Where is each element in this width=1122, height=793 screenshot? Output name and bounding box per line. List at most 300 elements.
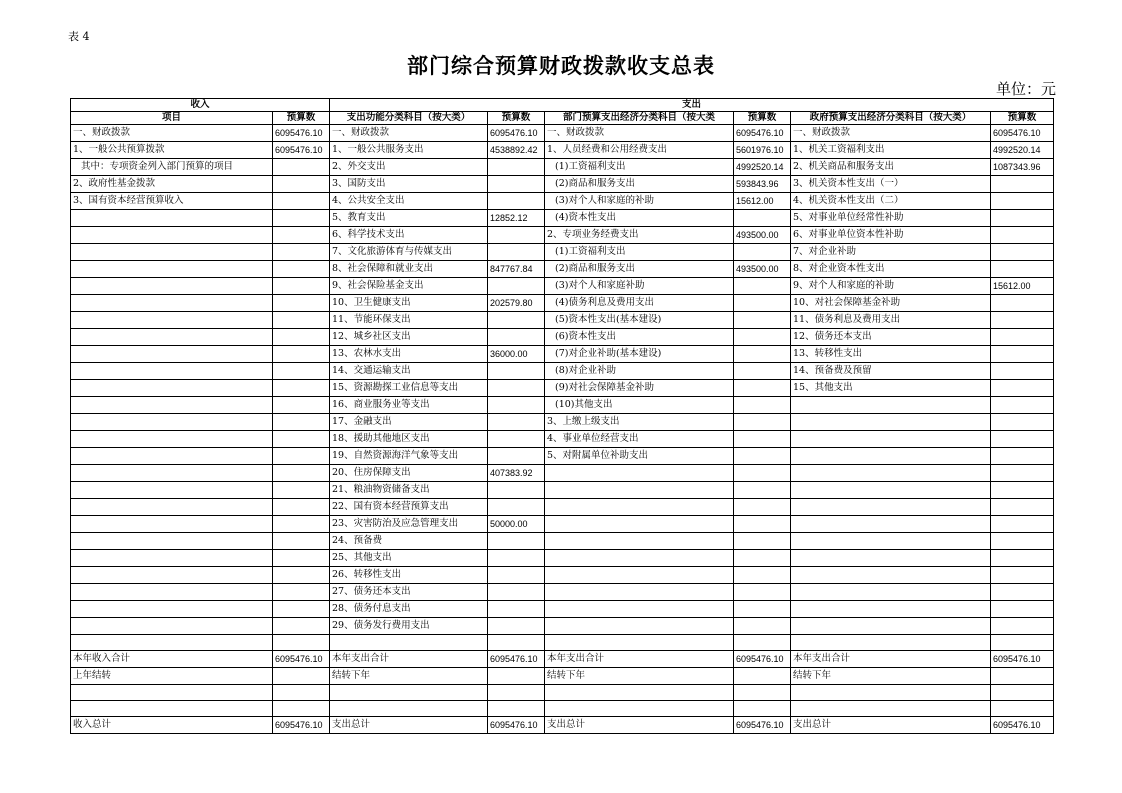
amount-cell: 6095476.10: [734, 651, 791, 668]
amount-cell: [488, 601, 545, 618]
label-cell: 28、债务付息支出: [330, 601, 488, 618]
amount-cell: [273, 550, 330, 567]
amount-cell: 493500.00: [734, 227, 791, 244]
label-cell: [71, 567, 273, 584]
amount-cell: [991, 516, 1054, 533]
amount-cell: [991, 482, 1054, 499]
label-cell: 23、灾害防治及应急管理支出: [330, 516, 488, 533]
label-cell: 3、国防支出: [330, 176, 488, 193]
amount-cell: [734, 516, 791, 533]
label-cell: 14、预备费及预留: [791, 363, 991, 380]
label-cell: 1、一般公共服务支出: [330, 142, 488, 159]
amount-cell: [991, 380, 1054, 397]
label-cell: 3、国有资本经营预算收入: [71, 193, 273, 210]
amount-cell: 12852.12: [488, 210, 545, 227]
amount-cell: [991, 584, 1054, 601]
label-cell: [71, 414, 273, 431]
table-row: [71, 482, 1054, 499]
label-cell: [71, 635, 273, 651]
label-cell: [71, 584, 273, 601]
table-row: [71, 431, 1054, 448]
label-cell: 8、对企业资本性支出: [791, 261, 991, 278]
label-cell: 1、一般公共预算拨款: [71, 142, 273, 159]
label-cell: [791, 499, 991, 516]
label-cell: (3)对个人和家庭的补助: [545, 193, 734, 210]
label-cell: (2)商品和服务支出: [545, 261, 734, 278]
label-cell: 9、对个人和家庭的补助: [791, 278, 991, 295]
amount-cell: [734, 601, 791, 618]
table-row: [71, 448, 1054, 465]
label-cell: [71, 210, 273, 227]
label-cell: [71, 329, 273, 346]
label-cell: [791, 685, 991, 701]
label-cell: 结转下年: [791, 668, 991, 685]
label-cell: (7)对企业补助(基本建设): [545, 346, 734, 363]
label-cell: 1、人员经费和公用经费支出: [545, 142, 734, 159]
label-cell: 15、其他支出: [791, 380, 991, 397]
amount-cell: [488, 448, 545, 465]
amount-cell: [488, 363, 545, 380]
label-cell: 11、节能环保支出: [330, 312, 488, 329]
amount-cell: [488, 431, 545, 448]
label-cell: [791, 414, 991, 431]
amount-cell: [273, 380, 330, 397]
amount-cell: [273, 499, 330, 516]
label-cell: 4、机关资本性支出（二）: [791, 193, 991, 210]
amount-cell: [734, 431, 791, 448]
label-cell: 24、预备费: [330, 533, 488, 550]
label-cell: [71, 363, 273, 380]
amount-cell: [734, 550, 791, 567]
table-row: [71, 261, 1054, 278]
label-cell: [545, 533, 734, 550]
amount-cell: [734, 414, 791, 431]
label-cell: [791, 567, 991, 584]
label-cell: 本年支出合计: [791, 651, 991, 668]
label-cell: 一、财政拨款: [330, 125, 488, 142]
page-title: 部门综合预算财政拨款收支总表: [407, 53, 715, 78]
label-cell: [791, 601, 991, 618]
amount-cell: [991, 465, 1054, 482]
table-row: [71, 601, 1054, 618]
amount-cell: [991, 261, 1054, 278]
year-total-row: [71, 651, 1054, 668]
table-row: [71, 516, 1054, 533]
table-row: [71, 125, 1054, 142]
amount-cell: [273, 261, 330, 278]
budget-header: 预算数: [488, 112, 545, 125]
amount-cell: [273, 159, 330, 176]
budget-header: 预算数: [991, 112, 1054, 125]
amount-cell: [991, 414, 1054, 431]
amount-cell: [488, 244, 545, 261]
amount-cell: [734, 533, 791, 550]
label-cell: [71, 482, 273, 499]
budget-summary-table: [70, 98, 1054, 734]
label-cell: [71, 295, 273, 312]
label-cell: (2)商品和服务支出: [545, 176, 734, 193]
table-row: [71, 584, 1054, 601]
amount-cell: [273, 414, 330, 431]
label-cell: 2、专项业务经费支出: [545, 227, 734, 244]
amount-cell: [734, 499, 791, 516]
label-cell: 26、转移性支出: [330, 567, 488, 584]
amount-cell: [734, 584, 791, 601]
label-cell: (10)其他支出: [545, 397, 734, 414]
amount-cell: [991, 431, 1054, 448]
label-cell: [545, 601, 734, 618]
grand-total-row: [71, 717, 1054, 734]
label-cell: 13、转移性支出: [791, 346, 991, 363]
amount-cell: [488, 482, 545, 499]
amount-cell: [273, 244, 330, 261]
label-cell: [545, 482, 734, 499]
amount-cell: [273, 397, 330, 414]
label-cell: [545, 550, 734, 567]
label-cell: [71, 312, 273, 329]
amount-cell: 4992520.14: [991, 142, 1054, 159]
amount-cell: [273, 567, 330, 584]
label-cell: 12、债务还本支出: [791, 329, 991, 346]
label-cell: [71, 278, 273, 295]
amount-cell: 5601976.10: [734, 142, 791, 159]
label-cell: [71, 550, 273, 567]
label-cell: (1)工资福利支出: [545, 244, 734, 261]
amount-cell: [991, 668, 1054, 685]
amount-cell: [488, 159, 545, 176]
amount-cell: [273, 210, 330, 227]
label-cell: [791, 618, 991, 635]
label-cell: 本年支出合计: [545, 651, 734, 668]
amount-cell: [991, 618, 1054, 635]
amount-cell: [273, 278, 330, 295]
label-cell: 5、教育支出: [330, 210, 488, 227]
amount-cell: [991, 193, 1054, 210]
table-row: [71, 295, 1054, 312]
label-cell: 6、科学技术支出: [330, 227, 488, 244]
amount-cell: 6095476.10: [991, 125, 1054, 142]
amount-cell: [991, 550, 1054, 567]
table-row: [71, 363, 1054, 380]
label-cell: 17、金融支出: [330, 414, 488, 431]
label-cell: 支出总计: [791, 717, 991, 734]
label-cell: [71, 227, 273, 244]
amount-cell: [991, 227, 1054, 244]
label-cell: 19、自然资源海洋气象等支出: [330, 448, 488, 465]
amount-cell: [734, 363, 791, 380]
label-cell: 9、社会保险基金支出: [330, 278, 488, 295]
label-cell: [545, 499, 734, 516]
amount-cell: [273, 346, 330, 363]
amount-cell: [488, 414, 545, 431]
label-cell: 支出总计: [545, 717, 734, 734]
unit-label: 单位：元: [995, 80, 1056, 98]
amount-cell: [734, 346, 791, 363]
label-cell: [545, 567, 734, 584]
label-cell: 1、机关工资福利支出: [791, 142, 991, 159]
amount-cell: [991, 397, 1054, 414]
amount-cell: [734, 635, 791, 651]
label-cell: 12、城乡社区支出: [330, 329, 488, 346]
amount-cell: [488, 193, 545, 210]
spacer-row: [71, 685, 1054, 701]
label-cell: 14、交通运输支出: [330, 363, 488, 380]
amount-cell: [273, 363, 330, 380]
amount-cell: [734, 312, 791, 329]
amount-cell: [991, 567, 1054, 584]
label-cell: 21、粮油物资储备支出: [330, 482, 488, 499]
table-row: [71, 210, 1054, 227]
spacer-row: [71, 701, 1054, 717]
label-cell: [791, 550, 991, 567]
amount-cell: 493500.00: [734, 261, 791, 278]
label-cell: 一、财政拨款: [545, 125, 734, 142]
amount-cell: [273, 193, 330, 210]
amount-cell: [273, 312, 330, 329]
label-cell: [791, 482, 991, 499]
label-cell: [791, 516, 991, 533]
amount-cell: [488, 227, 545, 244]
label-cell: 本年支出合计: [330, 651, 488, 668]
amount-cell: [991, 295, 1054, 312]
label-cell: (3)对个人和家庭补助: [545, 278, 734, 295]
table-row: [71, 397, 1054, 414]
label-cell: [330, 685, 488, 701]
amount-cell: [991, 329, 1054, 346]
amount-cell: [273, 533, 330, 550]
amount-cell: [734, 465, 791, 482]
label-cell: 5、对事业单位经常性补助: [791, 210, 991, 227]
amount-cell: [488, 312, 545, 329]
amount-cell: [734, 618, 791, 635]
label-cell: (4)资本性支出: [545, 210, 734, 227]
label-cell: 3、上缴上级支出: [545, 414, 734, 431]
label-cell: [791, 635, 991, 651]
label-cell: [71, 601, 273, 618]
label-cell: [545, 516, 734, 533]
item-header: 项目: [71, 112, 273, 125]
dept-econ-header: 部门预算支出经济分类科目（按大类: [545, 112, 734, 125]
label-cell: 11、债务利息及费用支出: [791, 312, 991, 329]
amount-cell: [488, 701, 545, 717]
label-cell: [545, 584, 734, 601]
label-cell: [71, 431, 273, 448]
amount-cell: [488, 550, 545, 567]
amount-cell: 6095476.10: [488, 717, 545, 734]
amount-cell: [991, 363, 1054, 380]
label-cell: 15、资源勘探工业信息等支出: [330, 380, 488, 397]
label-cell: 3、机关资本性支出（一）: [791, 176, 991, 193]
header-group-row: [71, 99, 1054, 112]
amount-cell: 4992520.14: [734, 159, 791, 176]
label-cell: [71, 261, 273, 278]
label-cell: [791, 448, 991, 465]
amount-cell: [991, 635, 1054, 651]
amount-cell: [991, 601, 1054, 618]
label-cell: 2、外交支出: [330, 159, 488, 176]
label-cell: 27、债务还本支出: [330, 584, 488, 601]
amount-cell: [273, 482, 330, 499]
amount-cell: 4538892.42: [488, 142, 545, 159]
amount-cell: [734, 210, 791, 227]
budget-header: 预算数: [273, 112, 330, 125]
amount-cell: [488, 618, 545, 635]
table-row: [71, 278, 1054, 295]
amount-cell: [991, 210, 1054, 227]
label-cell: 结转下年: [330, 668, 488, 685]
amount-cell: [991, 244, 1054, 261]
label-cell: 18、援助其他地区支出: [330, 431, 488, 448]
amount-cell: [734, 278, 791, 295]
amount-cell: [991, 533, 1054, 550]
label-cell: [71, 533, 273, 550]
label-cell: 4、事业单位经营支出: [545, 431, 734, 448]
table-row: [71, 533, 1054, 550]
label-cell: [71, 244, 273, 261]
label-cell: [71, 448, 273, 465]
func-class-header: 支出功能分类科目（按大类）: [330, 112, 488, 125]
amount-cell: [273, 701, 330, 717]
label-cell: 结转下年: [545, 668, 734, 685]
label-cell: [791, 584, 991, 601]
amount-cell: 36000.00: [488, 346, 545, 363]
amount-cell: 1087343.96: [991, 159, 1054, 176]
amount-cell: [273, 227, 330, 244]
label-cell: [545, 618, 734, 635]
amount-cell: [991, 685, 1054, 701]
label-cell: [71, 346, 273, 363]
amount-cell: 15612.00: [734, 193, 791, 210]
label-cell: 收入总计: [71, 717, 273, 734]
label-cell: 10、卫生健康支出: [330, 295, 488, 312]
amount-cell: 6095476.10: [273, 717, 330, 734]
label-cell: 支出总计: [330, 717, 488, 734]
table-row: [71, 499, 1054, 516]
amount-cell: [734, 567, 791, 584]
label-cell: [71, 701, 273, 717]
label-cell: [71, 618, 273, 635]
amount-cell: [273, 635, 330, 651]
amount-cell: [991, 312, 1054, 329]
label-cell: [791, 701, 991, 717]
label-cell: 25、其他支出: [330, 550, 488, 567]
amount-cell: [273, 295, 330, 312]
amount-cell: [273, 465, 330, 482]
amount-cell: 847767.84: [488, 261, 545, 278]
label-cell: 13、农林水支出: [330, 346, 488, 363]
amount-cell: [991, 701, 1054, 717]
amount-cell: [991, 176, 1054, 193]
label-cell: 16、商业服务业等支出: [330, 397, 488, 414]
label-cell: [71, 465, 273, 482]
amount-cell: [734, 380, 791, 397]
label-cell: (5)资本性支出(基本建设): [545, 312, 734, 329]
label-cell: (8)对企业补助: [545, 363, 734, 380]
amount-cell: 6095476.10: [991, 651, 1054, 668]
amount-cell: 50000.00: [488, 516, 545, 533]
amount-cell: [734, 685, 791, 701]
label-cell: [71, 397, 273, 414]
amount-cell: [488, 380, 545, 397]
amount-cell: [991, 499, 1054, 516]
label-cell: 5、对附属单位补助支出: [545, 448, 734, 465]
amount-cell: [273, 448, 330, 465]
amount-cell: [488, 635, 545, 651]
amount-cell: [488, 397, 545, 414]
table-row: [71, 380, 1054, 397]
label-cell: [545, 701, 734, 717]
amount-cell: [991, 346, 1054, 363]
amount-cell: [488, 329, 545, 346]
table-row: [71, 193, 1054, 210]
label-cell: [545, 635, 734, 651]
amount-cell: [273, 329, 330, 346]
gov-econ-header: 政府预算支出经济分类科目（按大类）: [791, 112, 991, 125]
label-cell: [71, 685, 273, 701]
amount-cell: [734, 329, 791, 346]
table-body: [71, 99, 1054, 734]
amount-cell: 6095476.10: [273, 125, 330, 142]
label-cell: 20、住房保障支出: [330, 465, 488, 482]
expense-group-header: 支出: [330, 99, 1054, 112]
table-row: [71, 346, 1054, 363]
amount-cell: 6095476.10: [991, 717, 1054, 734]
amount-cell: [488, 278, 545, 295]
label-cell: (4)债务利息及费用支出: [545, 295, 734, 312]
amount-cell: 6095476.10: [734, 717, 791, 734]
table-row: [71, 142, 1054, 159]
label-cell: 本年收入合计: [71, 651, 273, 668]
amount-cell: 6095476.10: [273, 142, 330, 159]
amount-cell: [734, 295, 791, 312]
label-cell: [71, 380, 273, 397]
amount-cell: [488, 176, 545, 193]
label-cell: [791, 465, 991, 482]
amount-cell: 407383.92: [488, 465, 545, 482]
amount-cell: [488, 685, 545, 701]
amount-cell: 6095476.10: [488, 125, 545, 142]
label-cell: 10、对社会保障基金补助: [791, 295, 991, 312]
spacer-row: [71, 635, 1054, 651]
amount-cell: [734, 244, 791, 261]
amount-cell: [273, 584, 330, 601]
amount-cell: [273, 685, 330, 701]
label-cell: [330, 701, 488, 717]
amount-cell: [273, 618, 330, 635]
amount-cell: [488, 584, 545, 601]
label-cell: [71, 499, 273, 516]
label-cell: [71, 516, 273, 533]
label-cell: [791, 431, 991, 448]
label-cell: (6)资本性支出: [545, 329, 734, 346]
amount-cell: [273, 176, 330, 193]
label-cell: (1)工资福利支出: [545, 159, 734, 176]
label-cell: 6、对事业单位资本性补助: [791, 227, 991, 244]
table-row: [71, 312, 1054, 329]
amount-cell: 15612.00: [991, 278, 1054, 295]
table-row: [71, 227, 1054, 244]
table-row: [71, 414, 1054, 431]
amount-cell: [734, 668, 791, 685]
amount-cell: [991, 448, 1054, 465]
header-column-row: [71, 112, 1054, 125]
amount-cell: [273, 431, 330, 448]
label-cell: 一、财政拨款: [71, 125, 273, 142]
amount-cell: [734, 482, 791, 499]
income-group-header: 收入: [71, 99, 330, 112]
amount-cell: 593843.96: [734, 176, 791, 193]
amount-cell: [488, 567, 545, 584]
